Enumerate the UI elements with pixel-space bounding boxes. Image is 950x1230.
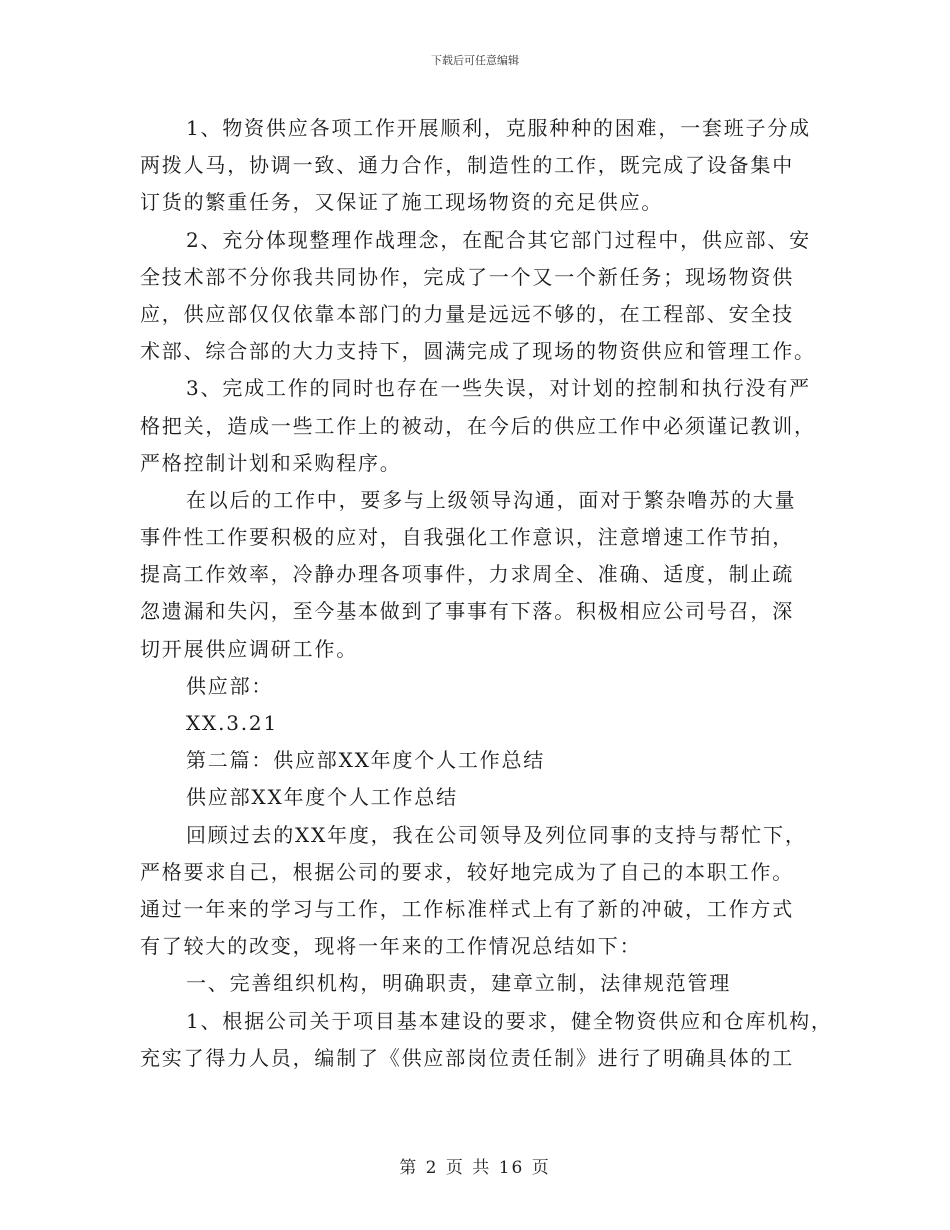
- text-line: 应，供应部仅仅依靠本部门的力量是远远不够的，在工程部、安全技: [140, 301, 794, 326]
- text-line: 充实了得力人员，编制了《供应部岗位责任制》进行了明确具体的工: [140, 1045, 794, 1070]
- text-line: 通过一年来的学习与工作，工作标准样式上有了新的冲破，工作方式: [140, 896, 794, 921]
- text-line: 订货的繁重任务，又保证了施工现场物资的充足供应。: [140, 190, 664, 215]
- text-line: 2、充分体现整理作战理念，在配合其它部门过程中，供应部、安: [186, 227, 811, 252]
- text-line: 第二篇：供应部XX年度个人工作总结: [186, 748, 546, 773]
- text-line: 严格控制计划和采购程序。: [140, 450, 402, 475]
- text-line: 1、物资供应各项工作开展顺利，克服种种的困难，一套班子分成: [186, 116, 811, 140]
- text-line: XX.3.21: [186, 711, 278, 735]
- text-line: 两拨人马，协调一致、通力合作，制造性的工作，既完成了设备集中: [140, 153, 794, 178]
- text-line: 术部、综合部的大力支持下，圆满完成了现场的物资供应和管理工作。: [140, 339, 816, 364]
- text-line: 全技术部不分你我共同协作，完成了一个又一个新任务；现场物资供: [140, 264, 794, 289]
- page-header: 下载后可任意编辑: [431, 54, 519, 67]
- text-line: 供应部XX年度个人工作总结: [186, 785, 458, 810]
- text-line: 回顾过去的XX年度，我在公司领导及列位同事的支持与帮忙下，: [186, 822, 807, 847]
- text-line: 切开展供应调研工作。: [140, 636, 358, 661]
- page-footer: 第 2 页 共 16 页: [399, 1158, 551, 1178]
- text-line: 严格要求自己，根据公司的要求，较好地完成为了自己的本职工作。: [140, 859, 794, 884]
- text-line: 忽遗漏和失闪，至今基本做到了事事有下落。积极相应公司号召，深: [140, 599, 794, 624]
- text-line: 事件性工作要积极的应对，自我强化工作意识，注意增速工作节拍，: [140, 525, 794, 550]
- text-line: 3、完成工作的同时也存在一些失误，对计划的控制和执行没有严: [186, 376, 811, 401]
- text-line: 1、根据公司关于项目基本建设的要求，健全物资供应和仓库机构，: [186, 1008, 833, 1033]
- text-line: 供应部：: [186, 673, 274, 698]
- text-line: 提高工作效率，冷静办理各项事件，力求周全、准确、适度，制止疏: [140, 562, 794, 587]
- text-line: 有了较大的改变，现将一年来的工作情况总结如下：: [140, 934, 642, 959]
- document-body: [140, 110, 833, 1077]
- text-line: 格把关，造成一些工作上的被动，在今后的供应工作中必须谨记教训，: [140, 413, 816, 438]
- text-line: 一、完善组织机构，明确职责，建章立制，法律规范管理: [186, 971, 731, 996]
- text-line: 在以后的工作中，要多与上级领导沟通，面对于繁杂噜苏的大量: [186, 487, 797, 512]
